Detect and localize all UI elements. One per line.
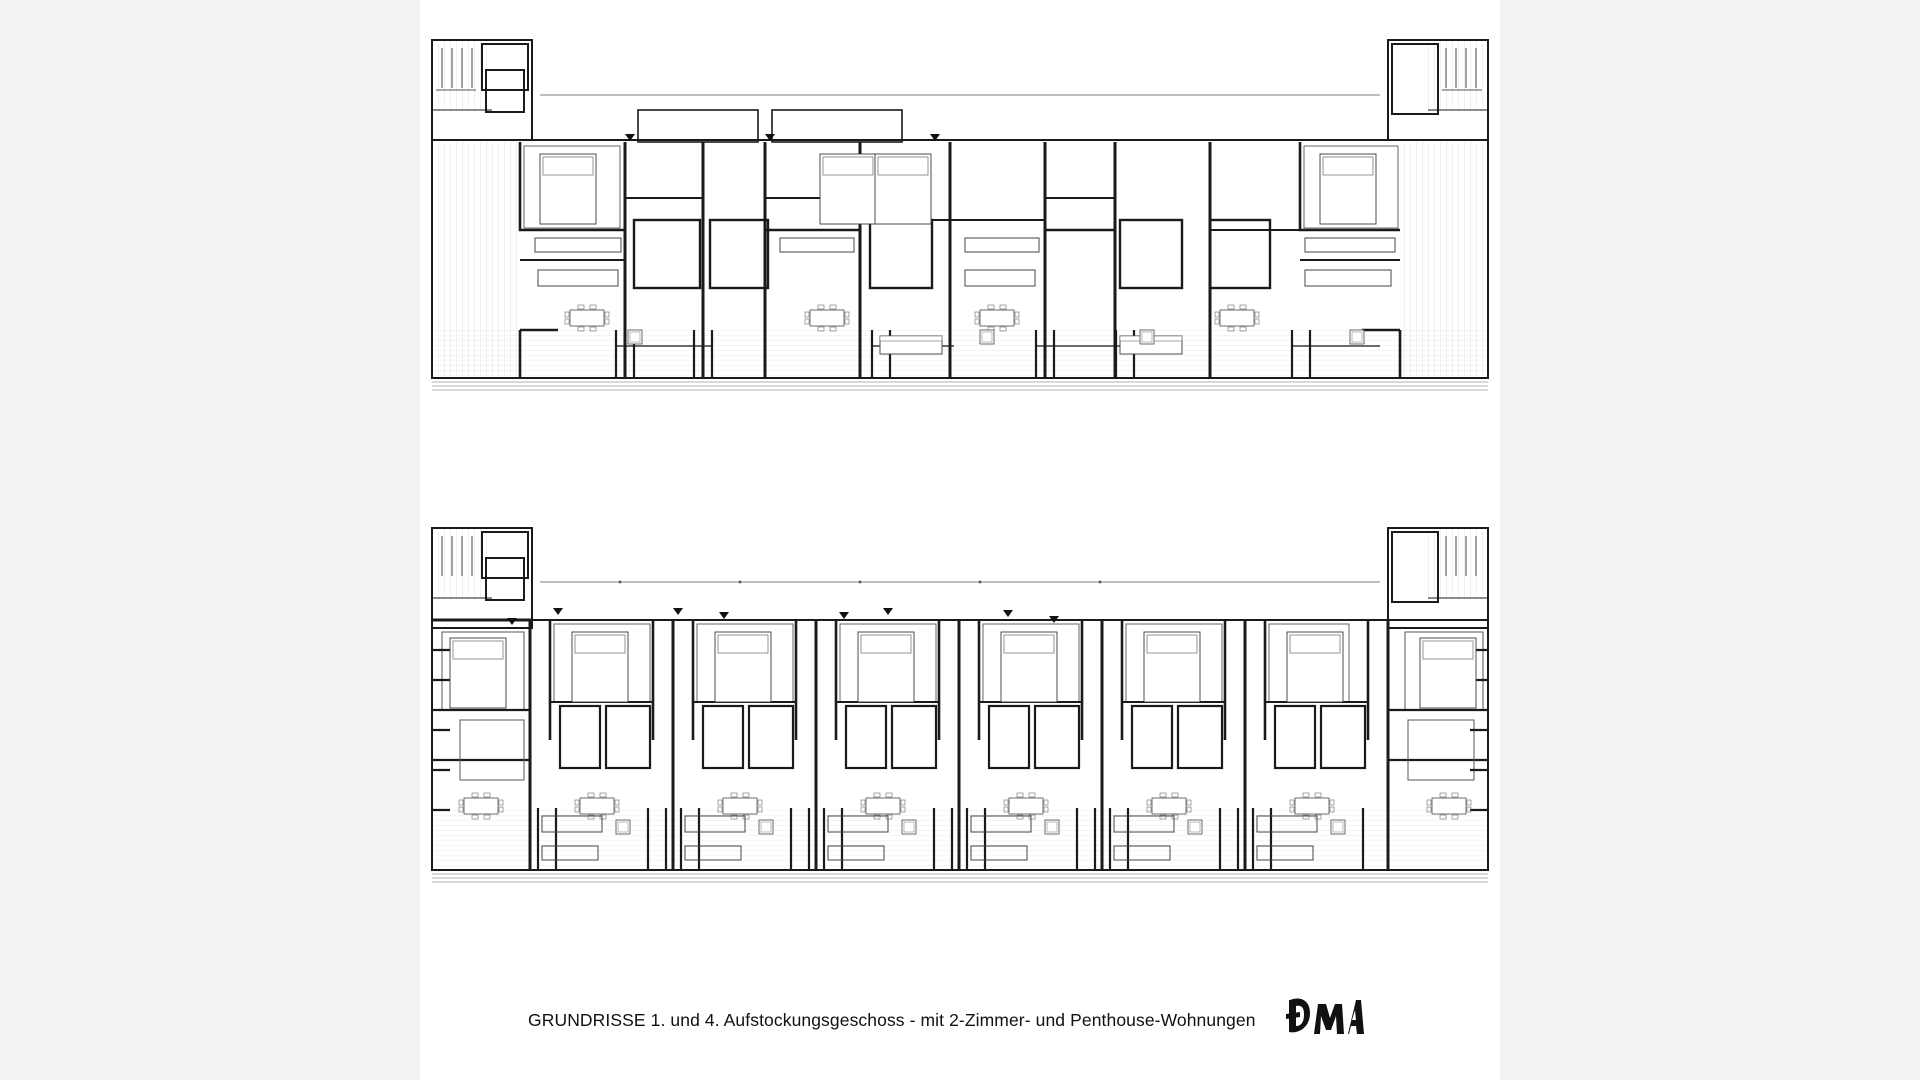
furniture-upper bbox=[540, 154, 1376, 354]
floor-plan-lower bbox=[420, 520, 1500, 960]
caption-row bbox=[420, 985, 1500, 1055]
dma-logo bbox=[1286, 994, 1364, 1042]
floor-plan-upper bbox=[420, 30, 1500, 470]
plan-caption: GRUNDRISSE 1. und 4. Aufstockungsgeschoss - mit 2-Zimmer- und Penthouse-Wohnungen bbox=[528, 1009, 1256, 1030]
access-walkway-upper bbox=[432, 40, 1488, 110]
drawing-sheet bbox=[420, 0, 1500, 1080]
access-walkway-lower bbox=[432, 528, 1488, 598]
entry-marker-lower bbox=[507, 608, 1059, 625]
